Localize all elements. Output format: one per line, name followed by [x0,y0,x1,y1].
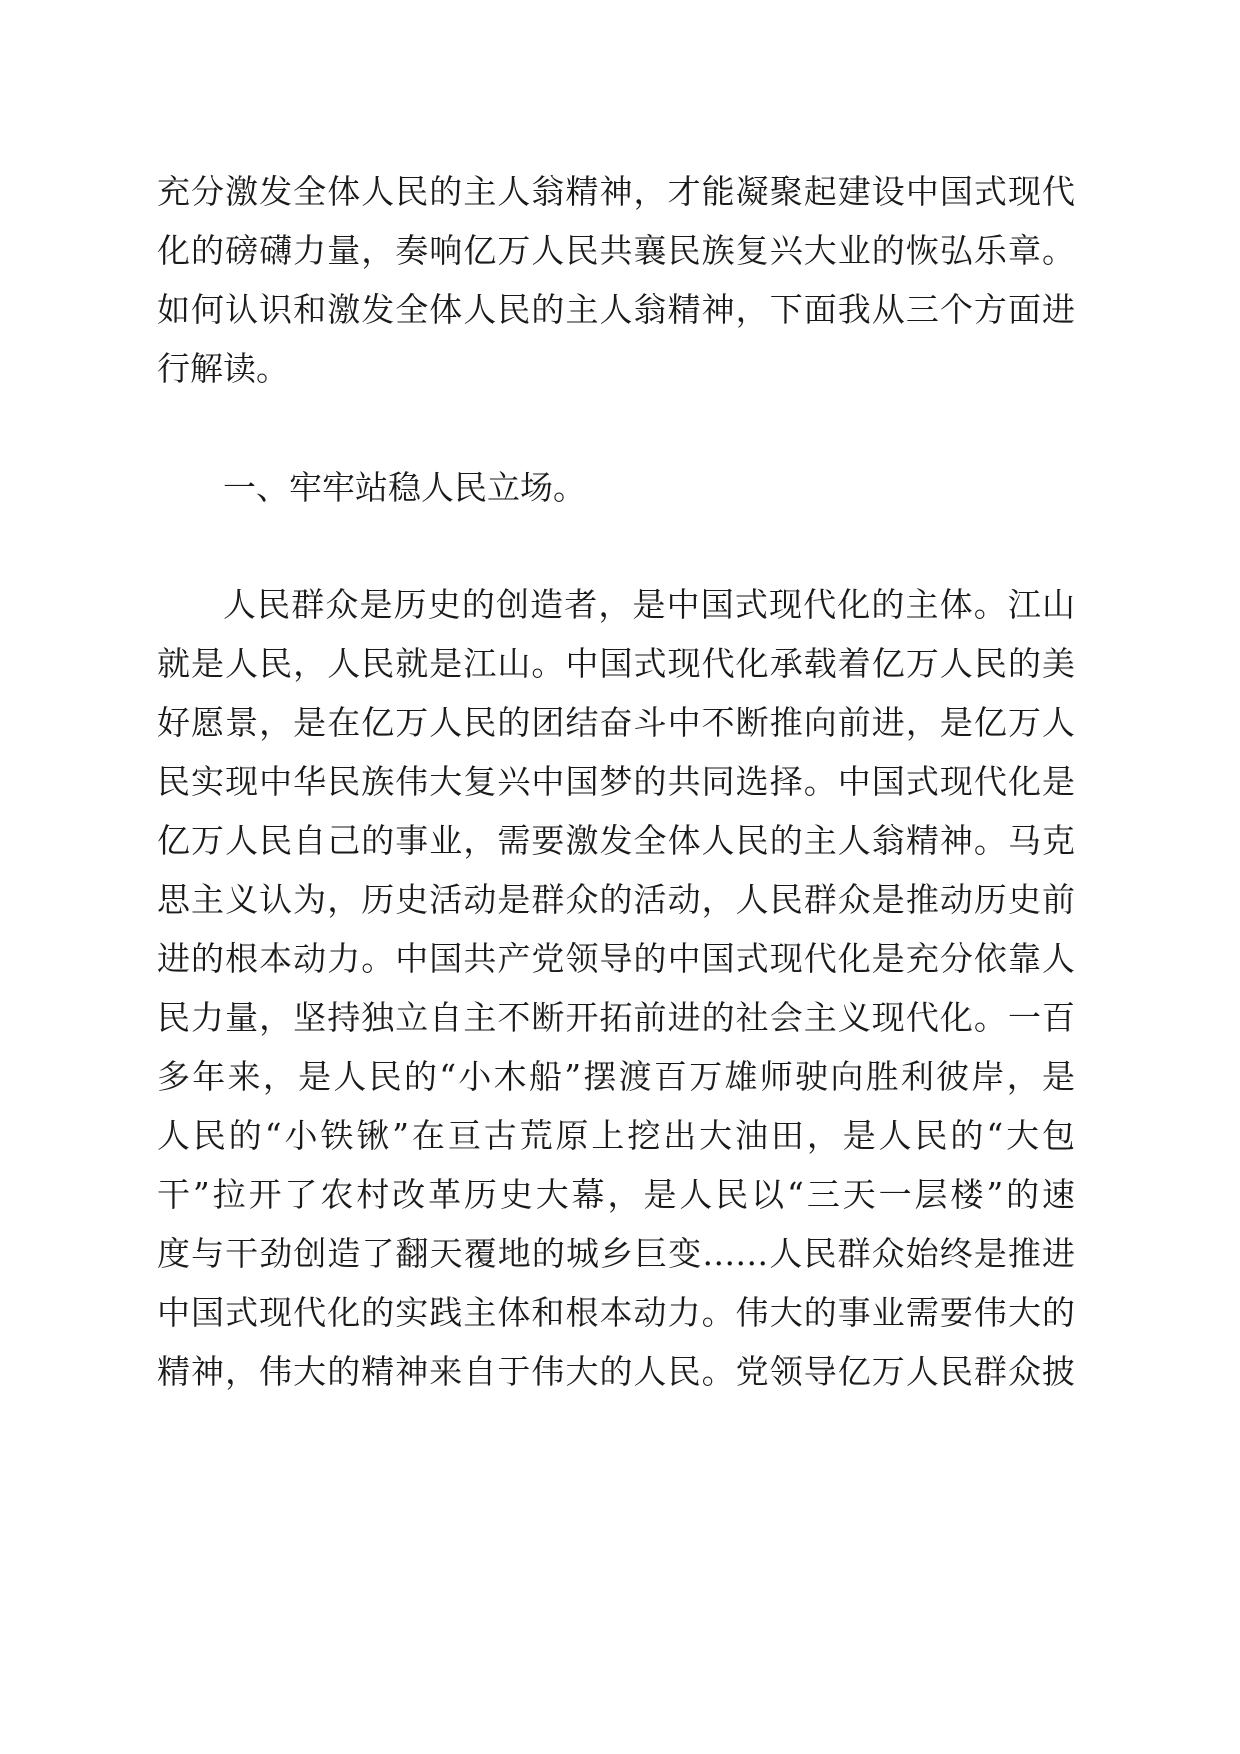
intro-line-2: 化的磅礴力量，奏响亿万人民共襄民族复兴大业的恢弘乐章。 [157,231,1075,270]
body-line-9: 多年来，是人民的“小木船”摆渡百万雄师驶向胜利彼岸，是 [157,1057,1075,1096]
body-line-1: 人民群众是历史的创造者，是中国式现代化的主体。江山 [223,585,1075,624]
body-line-8: 民力量，坚持独立自主不断开拓前进的社会主义现代化。一百 [157,998,1075,1037]
body-line-11: 干”拉开了农村改革历史大幕，是人民以“三天一层楼”的速 [157,1175,1075,1214]
body-line-2: 就是人民，人民就是江山。中国式现代化承载着亿万人民的美 [157,644,1075,683]
body-line-6: 思主义认为，历史活动是群众的活动，人民群众是推动历史前 [157,880,1075,919]
body-line-4: 民实现中华民族伟大复兴中国梦的共同选择。中国式现代化是 [157,762,1075,801]
body-line-3: 好愿景，是在亿万人民的团结奋斗中不断推向前进，是亿万人 [157,703,1075,742]
intro-line-3: 如何认识和激发全体人民的主人翁精神，下面我从三个方面进 [157,290,1075,329]
body-line-13: 中国式现代化的实践主体和根本动力。伟大的事业需要伟大的 [157,1293,1075,1332]
body-line-14: 精神，伟大的精神来自于伟大的人民。党领导亿万人民群众披 [157,1352,1075,1391]
section-heading: 一、牢牢站稳人民立场。 [223,468,586,507]
body-line-7: 进的根本动力。中国共产党领导的中国式现代化是充分依靠人 [157,939,1075,978]
intro-line-1: 充分激发全体人民的主人翁精神，才能凝聚起建设中国式现代 [157,172,1075,211]
body-line-10: 人民的“小铁锹”在亘古荒原上挖出大油田，是人民的“大包 [157,1116,1075,1155]
body-line-12: 度与干劲创造了翻天覆地的城乡巨变……人民群众始终是推进 [157,1234,1075,1273]
intro-line-4: 行解读。 [157,349,289,388]
body-line-5: 亿万人民自己的事业，需要激发全体人民的主人翁精神。马克 [157,821,1075,860]
